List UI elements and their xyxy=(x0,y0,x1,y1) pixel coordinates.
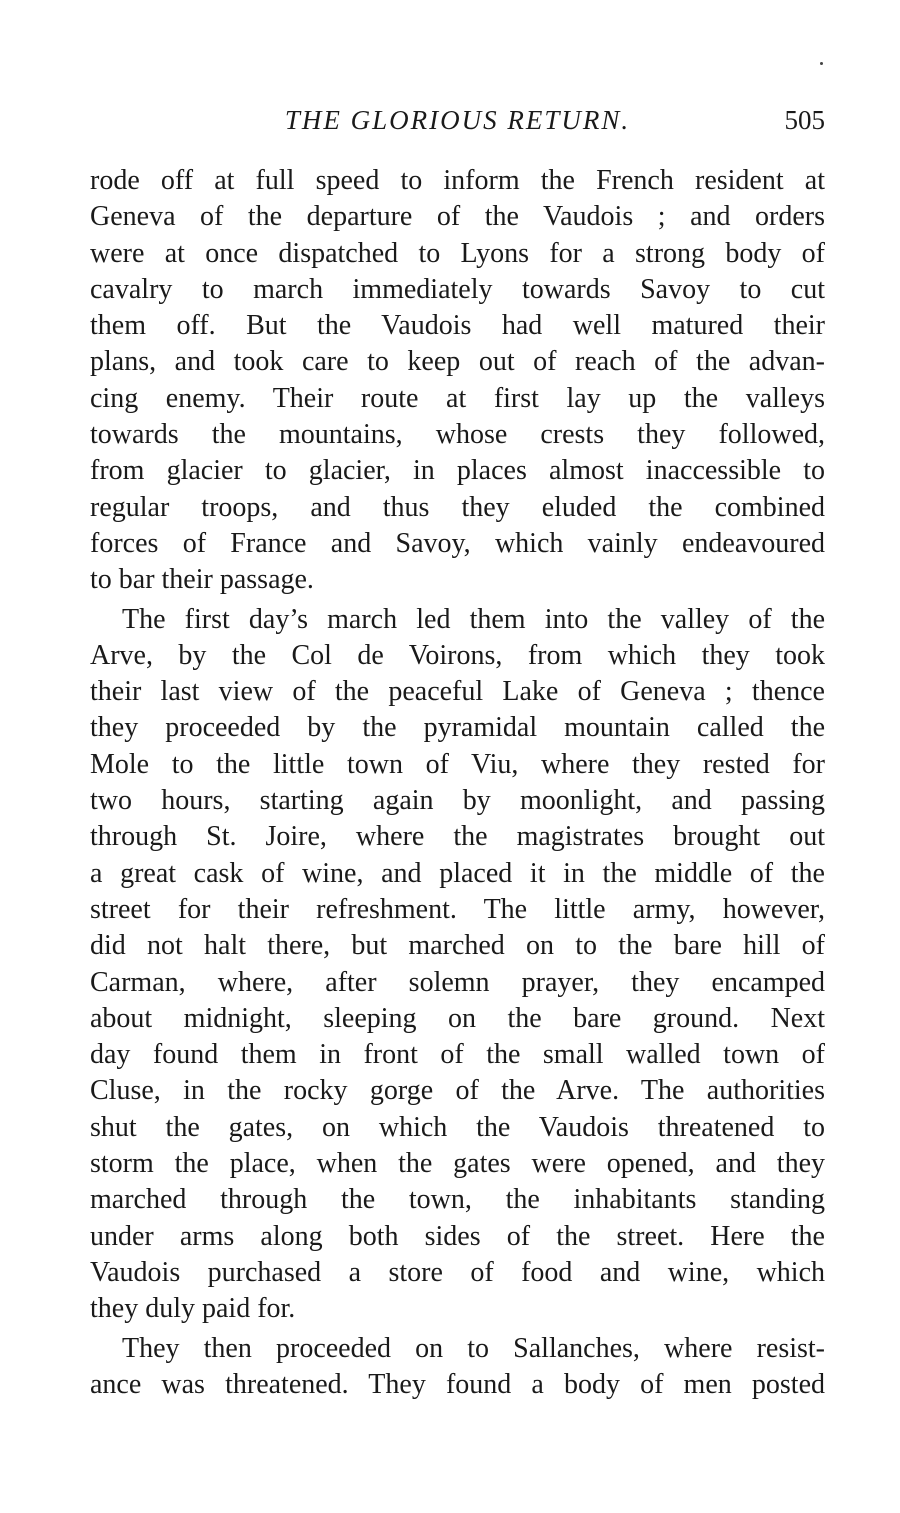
print-speck xyxy=(820,62,823,65)
text-line: through St. Joire, where the magistrates brought out xyxy=(90,821,825,853)
text-line: Mole to the little town of Viu, where they rested for xyxy=(90,748,825,780)
running-title: THE GLORIOUS RETURN. xyxy=(284,105,631,135)
text-line: ance was threatened. They found a body of men posted xyxy=(90,1368,825,1400)
page-header xyxy=(90,100,825,140)
text-line: under arms along both sides of the street. Here the xyxy=(90,1220,825,1252)
text-line: a great cask of wine, and placed it in the middle of the xyxy=(90,857,825,889)
text-line: did not halt there, but marched on to the bare hill of xyxy=(90,930,825,962)
text-line: regular troops, and thus they eluded the combined xyxy=(90,491,825,523)
text-line: cavalry to march immediately towards Savoy to cut xyxy=(90,273,825,305)
text-line: rode off at full speed to inform the French resident at xyxy=(90,165,825,196)
text-line: forces of France and Savoy, which vainly endeavoured xyxy=(90,527,825,559)
text-line: They then proceeded on to Sallanches, where resist- xyxy=(122,1332,825,1364)
paragraph xyxy=(90,163,825,599)
text-line: them off. But the Vaudois had well matured their xyxy=(90,310,825,342)
text-line: cing enemy. Their route at first lay up the valleys xyxy=(90,382,825,414)
body-text xyxy=(90,163,825,1403)
text-line: they duly paid for. xyxy=(90,1293,296,1325)
text-line: marched through the town, the inhabitants standing xyxy=(90,1184,825,1216)
text-line: street for their refreshment. The little army, however, xyxy=(90,893,825,925)
page-number: 505 xyxy=(784,105,825,135)
text-line: storm the place, when the gates were opened, and they xyxy=(90,1148,825,1180)
text-line: Vaudois purchased a store of food and wine, which xyxy=(90,1256,825,1288)
text-line: to bar their passage. xyxy=(90,564,314,596)
paragraph xyxy=(90,602,825,1328)
text-line: they proceeded by the pyramidal mountain called the xyxy=(90,712,825,744)
text-line: Arve, by the Col de Voirons, from which they took xyxy=(90,639,825,671)
text-line: Carman, where, after solemn prayer, they encamped xyxy=(90,966,825,998)
text-line: plans, and took care to keep out of reach of the advan- xyxy=(90,346,825,378)
text-line: about midnight, sleeping on the bare ground. Next xyxy=(90,1002,825,1034)
text-line: Cluse, in the rocky gorge of the Arve. The authorities xyxy=(90,1075,825,1107)
text-line: shut the gates, on which the Vaudois threatened to xyxy=(90,1111,825,1143)
text-line: were at once dispatched to Lyons for a strong body of xyxy=(90,237,825,269)
text-line: their last view of the peaceful Lake of Geneva ; thence xyxy=(90,676,825,708)
text-line: The first day’s march led them into the valley of the xyxy=(122,603,825,635)
text-line: from glacier to glacier, in places almost inaccessible to xyxy=(90,455,825,487)
text-line: two hours, starting again by moonlight, and passing xyxy=(90,785,825,817)
text-line: towards the mountains, whose crests they followed, xyxy=(90,419,825,451)
text-line: day found them in front of the small walled town of xyxy=(90,1039,825,1071)
paragraph xyxy=(90,1331,825,1404)
text-line: Geneva of the departure of the Vaudois ; and orders xyxy=(90,201,825,233)
